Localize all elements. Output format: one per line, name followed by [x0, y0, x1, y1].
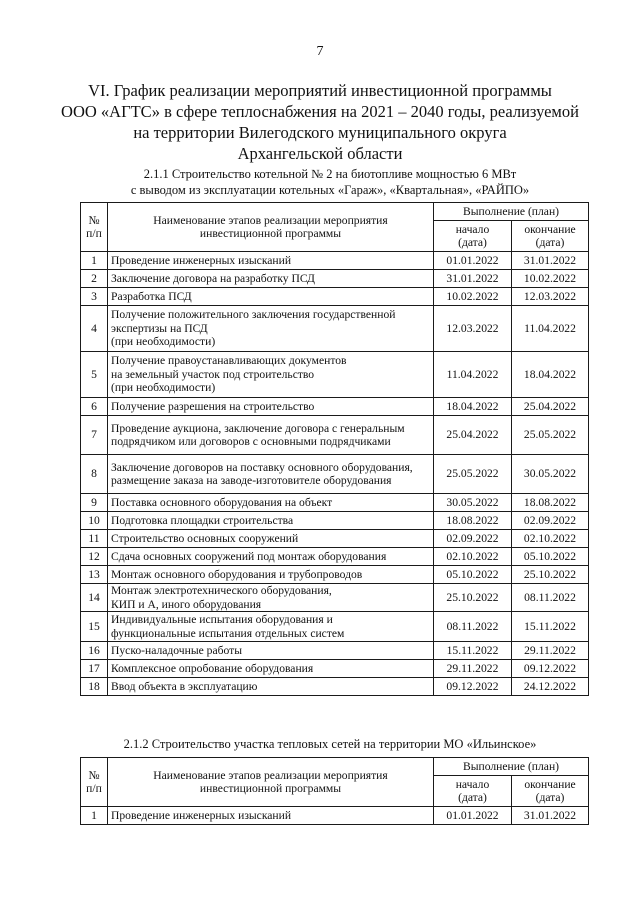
stage-name: Проведение инженерных изысканий — [108, 807, 434, 825]
table-row — [81, 584, 589, 612]
section1-subtitle-line: 2.1.1 Строительство котельной № 2 на биотопливе мощностью 6 МВт — [143, 167, 517, 181]
stage-name: Пуско-наладочные работы — [108, 642, 434, 660]
end-date: 15.11.2022 — [512, 612, 589, 642]
end-date: 10.02.2022 — [512, 270, 589, 288]
start-date: 09.12.2022 — [434, 678, 512, 696]
schedule-table-2 — [80, 757, 589, 825]
stage-name: Заключение договоров на поставку основного оборудования, размещение заказа на заводе-изготовителе оборудования — [108, 455, 434, 494]
start-date: 15.11.2022 — [434, 642, 512, 660]
start-date: 11.04.2022 — [434, 352, 512, 398]
stage-name: Подготовка площадки строительства — [108, 512, 434, 530]
row-number: 11 — [81, 530, 108, 548]
start-date: 29.11.2022 — [434, 660, 512, 678]
schedule-table-1 — [80, 202, 589, 696]
start-date: 25.04.2022 — [434, 416, 512, 455]
row-number: 1 — [81, 252, 108, 270]
header-num: № п/п — [81, 203, 108, 252]
table-row — [81, 306, 589, 352]
stage-name: Получение правоустанавливающих документов на земельный участок под строительство (при необходимости) — [108, 352, 434, 398]
table-row — [81, 642, 589, 660]
end-date: 25.10.2022 — [512, 566, 589, 584]
start-date: 02.10.2022 — [434, 548, 512, 566]
table-row — [81, 288, 589, 306]
row-number: 13 — [81, 566, 108, 584]
table-row — [81, 252, 589, 270]
start-date: 25.05.2022 — [434, 455, 512, 494]
start-date: 01.01.2022 — [434, 252, 512, 270]
row-number: 4 — [81, 306, 108, 352]
start-date: 05.10.2022 — [434, 566, 512, 584]
end-date: 30.05.2022 — [512, 455, 589, 494]
stage-name: Поставка основного оборудования на объект — [108, 494, 434, 512]
stage-name: Комплексное опробование оборудования — [108, 660, 434, 678]
start-date: 02.09.2022 — [434, 530, 512, 548]
table-row — [81, 398, 589, 416]
table-row — [81, 352, 589, 398]
section1-subtitle-line: с выводом из эксплуатации котельных «Гараж», «Квартальная», «РАЙПО» — [130, 183, 530, 197]
header-stage-name: Наименование этапов реализации мероприятия инвестиционной программы — [108, 203, 434, 252]
heading-line: ООО «АГТС» в сфере теплоснабжения на 2021 – 2040 годы, реализуемой — [61, 102, 579, 121]
end-date: 29.11.2022 — [512, 642, 589, 660]
row-number: 8 — [81, 455, 108, 494]
stage-name: Проведение инженерных изысканий — [108, 252, 434, 270]
start-date: 25.10.2022 — [434, 584, 512, 612]
stage-name: Монтаж основного оборудования и трубопроводов — [108, 566, 434, 584]
row-number: 5 — [81, 352, 108, 398]
start-date: 31.01.2022 — [434, 270, 512, 288]
stage-name: Монтаж электротехнического оборудования, КИП и А, иного оборудования — [108, 584, 434, 612]
heading-line: Архангельской области — [237, 144, 403, 163]
header-start-date: начало (дата) — [434, 221, 512, 252]
stage-name: Сдача основных сооружений под монтаж оборудования — [108, 548, 434, 566]
stage-name: Получение разрешения на строительство — [108, 398, 434, 416]
row-number: 12 — [81, 548, 108, 566]
header-stage-name: Наименование этапов реализации мероприятия инвестиционной программы — [108, 758, 434, 807]
end-date: 08.11.2022 — [512, 584, 589, 612]
table-row — [81, 455, 589, 494]
row-number: 2 — [81, 270, 108, 288]
header-execution: Выполнение (план) — [434, 758, 589, 776]
stage-name: Проведение аукциона, заключение договора с генеральным подрядчиком или договоров с основными подрядчиками — [108, 416, 434, 455]
table-row — [81, 548, 589, 566]
table-row — [81, 566, 589, 584]
end-date: 18.04.2022 — [512, 352, 589, 398]
row-number: 14 — [81, 584, 108, 612]
stage-name: Ввод объекта в эксплуатацию — [108, 678, 434, 696]
end-date: 05.10.2022 — [512, 548, 589, 566]
stage-name: Индивидуальные испытания оборудования и функциональные испытания отдельных систем — [108, 612, 434, 642]
start-date: 08.11.2022 — [434, 612, 512, 642]
table-row — [81, 612, 589, 642]
page-number: 7 — [316, 44, 324, 59]
header-execution: Выполнение (план) — [434, 203, 589, 221]
end-date: 31.01.2022 — [512, 807, 589, 825]
table-row — [81, 416, 589, 455]
table-row — [81, 494, 589, 512]
row-number: 10 — [81, 512, 108, 530]
row-number: 6 — [81, 398, 108, 416]
header-end-date: окончание (дата) — [512, 221, 589, 252]
header-start-date: начало (дата) — [434, 776, 512, 807]
row-number: 16 — [81, 642, 108, 660]
end-date: 12.03.2022 — [512, 288, 589, 306]
row-number: 1 — [81, 807, 108, 825]
end-date: 09.12.2022 — [512, 660, 589, 678]
row-number: 15 — [81, 612, 108, 642]
end-date: 02.09.2022 — [512, 512, 589, 530]
table-row — [81, 512, 589, 530]
end-date: 25.04.2022 — [512, 398, 589, 416]
start-date: 12.03.2022 — [434, 306, 512, 352]
end-date: 25.05.2022 — [512, 416, 589, 455]
document-heading — [60, 80, 580, 164]
table-row — [81, 530, 589, 548]
heading-line: VI. График реализации мероприятий инвестиционной программы — [88, 81, 552, 100]
header-end-date: окончание (дата) — [512, 776, 589, 807]
header-num: № п/п — [81, 758, 108, 807]
end-date: 02.10.2022 — [512, 530, 589, 548]
stage-name: Разработка ПСД — [108, 288, 434, 306]
table-row — [81, 270, 589, 288]
row-number: 18 — [81, 678, 108, 696]
table-row — [81, 678, 589, 696]
row-number: 3 — [81, 288, 108, 306]
end-date: 18.08.2022 — [512, 494, 589, 512]
stage-name: Строительство основных сооружений — [108, 530, 434, 548]
start-date: 30.05.2022 — [434, 494, 512, 512]
end-date: 11.04.2022 — [512, 306, 589, 352]
section2-subtitle: 2.1.2 Строительство участка тепловых сетей на территории МО «Ильинское» — [123, 737, 537, 751]
end-date: 24.12.2022 — [512, 678, 589, 696]
stage-name: Получение положительного заключения государственной экспертизы на ПСД (при необходимости) — [108, 306, 434, 352]
start-date: 01.01.2022 — [434, 807, 512, 825]
start-date: 10.02.2022 — [434, 288, 512, 306]
start-date: 18.08.2022 — [434, 512, 512, 530]
row-number: 17 — [81, 660, 108, 678]
section1-subtitle — [60, 166, 600, 198]
table-row — [81, 660, 589, 678]
row-number: 9 — [81, 494, 108, 512]
table-row — [81, 807, 589, 825]
heading-line: на территории Вилегодского муниципального округа — [133, 123, 507, 142]
stage-name: Заключение договора на разработку ПСД — [108, 270, 434, 288]
row-number: 7 — [81, 416, 108, 455]
end-date: 31.01.2022 — [512, 252, 589, 270]
start-date: 18.04.2022 — [434, 398, 512, 416]
